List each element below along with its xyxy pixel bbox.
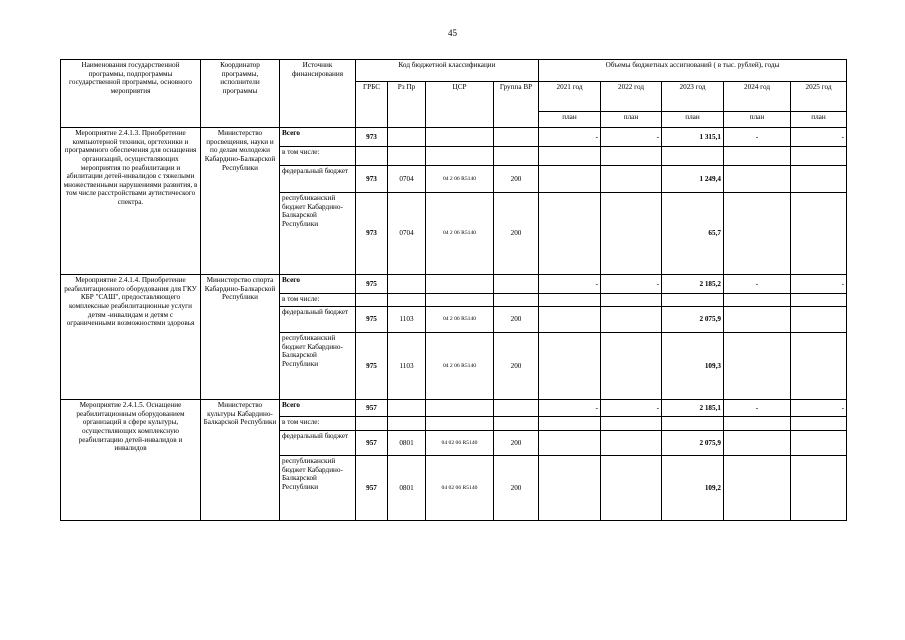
vr-cell: 200 (494, 333, 539, 400)
value-2021-cell (539, 147, 601, 166)
source-cell: Всего (280, 128, 356, 147)
csr-cell: 04 02 06 R5140 (426, 431, 494, 456)
value-2024-cell: - (724, 400, 791, 417)
value-2025-cell (791, 431, 847, 456)
value-2022-cell (601, 333, 662, 400)
value-2024-cell: - (724, 128, 791, 147)
grbs-cell: 975 (356, 333, 388, 400)
value-2022-cell: - (601, 128, 662, 147)
header-name: Наименования государственной программы, подпрограммы государственной программы, основного мероприятия (61, 60, 201, 128)
rzpr-cell (388, 294, 426, 307)
rzpr-cell: 0801 (388, 431, 426, 456)
header-year-2023: 2023 год (662, 82, 724, 112)
value-2022-cell (601, 294, 662, 307)
value-2025-cell: - (791, 275, 847, 294)
grbs-cell: 975 (356, 307, 388, 333)
grbs-cell: 973 (356, 128, 388, 147)
vr-cell (494, 147, 539, 166)
value-2023-cell: 2 185,2 (662, 275, 724, 294)
header-volumes: Объемы бюджетных ассигнований ( в тыс. рублей), годы (539, 60, 847, 82)
value-2024-cell: - (724, 275, 791, 294)
measure-coordinator: Министерство культуры Кабардино-Балкарской Республики (201, 400, 280, 521)
value-2025-cell: - (791, 400, 847, 417)
table-row (61, 400, 847, 417)
value-2024-cell (724, 166, 791, 193)
source-cell: в том числе: (280, 147, 356, 166)
value-2024-cell (724, 307, 791, 333)
rzpr-cell (388, 128, 426, 147)
value-2025-cell (791, 294, 847, 307)
value-2022-cell (601, 166, 662, 193)
value-2025-cell (791, 333, 847, 400)
value-2024-cell (724, 147, 791, 166)
grbs-cell: 975 (356, 275, 388, 294)
value-2023-cell (662, 294, 724, 307)
value-2021-cell (539, 294, 601, 307)
value-2025-cell: - (791, 128, 847, 147)
value-2024-cell (724, 333, 791, 400)
value-2023-cell: 1 315,1 (662, 128, 724, 147)
value-2022-cell (601, 193, 662, 275)
rzpr-cell (388, 147, 426, 166)
vr-cell (494, 275, 539, 294)
value-2022-cell: - (601, 400, 662, 417)
source-cell: федеральный бюджет (280, 431, 356, 456)
csr-cell (426, 275, 494, 294)
vr-cell: 200 (494, 193, 539, 275)
header-plan: план (662, 112, 724, 128)
rzpr-cell: 1103 (388, 307, 426, 333)
vr-cell: 200 (494, 456, 539, 521)
source-cell: в том числе: (280, 417, 356, 431)
source-cell: республиканский бюджет Кабардино-Балкарской Республики (280, 193, 356, 275)
vr-cell (494, 417, 539, 431)
header-year-2021: 2021 год (539, 82, 601, 112)
vr-cell (494, 400, 539, 417)
value-2025-cell (791, 193, 847, 275)
rzpr-cell: 0801 (388, 456, 426, 521)
value-2024-cell (724, 431, 791, 456)
header-year-2022: 2022 год (601, 82, 662, 112)
grbs-cell: 957 (356, 400, 388, 417)
value-2021-cell (539, 193, 601, 275)
csr-cell: 04 2 06 R5140 (426, 166, 494, 193)
header-plan: план (539, 112, 601, 128)
value-2025-cell (791, 417, 847, 431)
page-number: 45 (448, 28, 457, 38)
csr-cell (426, 128, 494, 147)
header-vr: Группа ВР (494, 82, 539, 128)
value-2023-cell: 1 249,4 (662, 166, 724, 193)
source-cell: федеральный бюджет (280, 307, 356, 333)
header-plan: план (791, 112, 847, 128)
csr-cell (426, 294, 494, 307)
grbs-cell (356, 417, 388, 431)
value-2022-cell (601, 307, 662, 333)
value-2023-cell: 109,3 (662, 333, 724, 400)
value-2022-cell (601, 147, 662, 166)
value-2021-cell: - (539, 128, 601, 147)
header-plan: план (724, 112, 791, 128)
value-2021-cell: - (539, 275, 601, 294)
rzpr-cell (388, 275, 426, 294)
value-2023-cell: 2 075,9 (662, 431, 724, 456)
value-2025-cell (791, 166, 847, 193)
value-2024-cell (724, 294, 791, 307)
value-2023-cell: 2 185,1 (662, 400, 724, 417)
header-csr: ЦСР (426, 82, 494, 128)
csr-cell: 04 2 06 R5140 (426, 307, 494, 333)
measure-name: Мероприятие 2.4.1.4. Приобретение реабилитационного оборудования для ГКУ КБР "САШ", предоставляющего комплексные реабилитационные услуги детям -инвалидам и детям с ограниченными возможностями здоровья (61, 275, 201, 400)
value-2024-cell (724, 193, 791, 275)
measure-name: Мероприятие 2.4.1.5. Оснащение реабилитационным оборудованием организаций в сфере культуры, осуществляющих комплексную реабилитацию детей-инвалидов и инвалидов (61, 400, 201, 521)
vr-cell: 200 (494, 307, 539, 333)
csr-cell (426, 417, 494, 431)
csr-cell: 04 02 06 R5140 (426, 456, 494, 521)
csr-cell (426, 400, 494, 417)
grbs-cell (356, 294, 388, 307)
value-2025-cell (791, 147, 847, 166)
measure-name: Мероприятие 2.4.1.3. Приобретение компьютерной техники, оргтехники и программного обеспечения для оснащения организаций, осуществляющих мероприятия по реабилитации и абилитации детей-инвалидов с тяжелыми множественными нарушениями развития, в том числе расстройствами аутистического спектра. (61, 128, 201, 275)
rzpr-cell: 1103 (388, 333, 426, 400)
csr-cell (426, 147, 494, 166)
value-2021-cell (539, 333, 601, 400)
value-2021-cell (539, 456, 601, 521)
value-2021-cell: - (539, 400, 601, 417)
vr-cell: 200 (494, 431, 539, 456)
measure-coordinator: Министерство спорта Кабардино-Балкарской Республики (201, 275, 280, 400)
header-year-2024: 2024 год (724, 82, 791, 112)
source-cell: в том числе: (280, 294, 356, 307)
value-2023-cell: 109,2 (662, 456, 724, 521)
value-2023-cell: 2 075,9 (662, 307, 724, 333)
source-cell: Всего (280, 275, 356, 294)
csr-cell: 04 2 06 R5140 (426, 333, 494, 400)
csr-cell: 04 2 06 R5140 (426, 193, 494, 275)
header-grbs: ГРБС (356, 82, 388, 128)
value-2022-cell: - (601, 275, 662, 294)
header-plan: план (601, 112, 662, 128)
value-2023-cell (662, 417, 724, 431)
value-2021-cell (539, 166, 601, 193)
grbs-cell: 957 (356, 431, 388, 456)
header-rzpr: Рз Пр (388, 82, 426, 128)
source-cell: Всего (280, 400, 356, 417)
source-cell: республиканский бюджет Кабардино-Балкарской Республики (280, 333, 356, 400)
value-2022-cell (601, 456, 662, 521)
header-budget-code: Код бюджетной классификации (356, 60, 539, 82)
grbs-cell (356, 147, 388, 166)
value-2024-cell (724, 417, 791, 431)
value-2024-cell (724, 456, 791, 521)
grbs-cell: 973 (356, 193, 388, 275)
value-2023-cell: 65,7 (662, 193, 724, 275)
table-row (61, 275, 847, 294)
source-cell: федеральный бюджет (280, 166, 356, 193)
value-2023-cell (662, 147, 724, 166)
header-year-2025: 2025 год (791, 82, 847, 112)
value-2021-cell (539, 431, 601, 456)
value-2022-cell (601, 417, 662, 431)
value-2021-cell (539, 417, 601, 431)
vr-cell: 200 (494, 166, 539, 193)
grbs-cell: 973 (356, 166, 388, 193)
source-cell: республиканский бюджет Кабардино-Балкарской Республики (280, 456, 356, 521)
budget-allocation-table (60, 59, 847, 521)
value-2021-cell (539, 307, 601, 333)
vr-cell (494, 294, 539, 307)
rzpr-cell (388, 400, 426, 417)
table-row (61, 128, 847, 147)
value-2022-cell (601, 431, 662, 456)
measure-coordinator: Министерство просвещения, науки и по делам молодежи Кабардино-Балкарской Республики (201, 128, 280, 275)
value-2025-cell (791, 456, 847, 521)
rzpr-cell: 0704 (388, 166, 426, 193)
rzpr-cell (388, 417, 426, 431)
value-2025-cell (791, 307, 847, 333)
grbs-cell: 957 (356, 456, 388, 521)
header-source: Источник финансирования (280, 60, 356, 128)
header-coordinator: Координатор программы, исполнители программы (201, 60, 280, 128)
rzpr-cell: 0704 (388, 193, 426, 275)
vr-cell (494, 128, 539, 147)
